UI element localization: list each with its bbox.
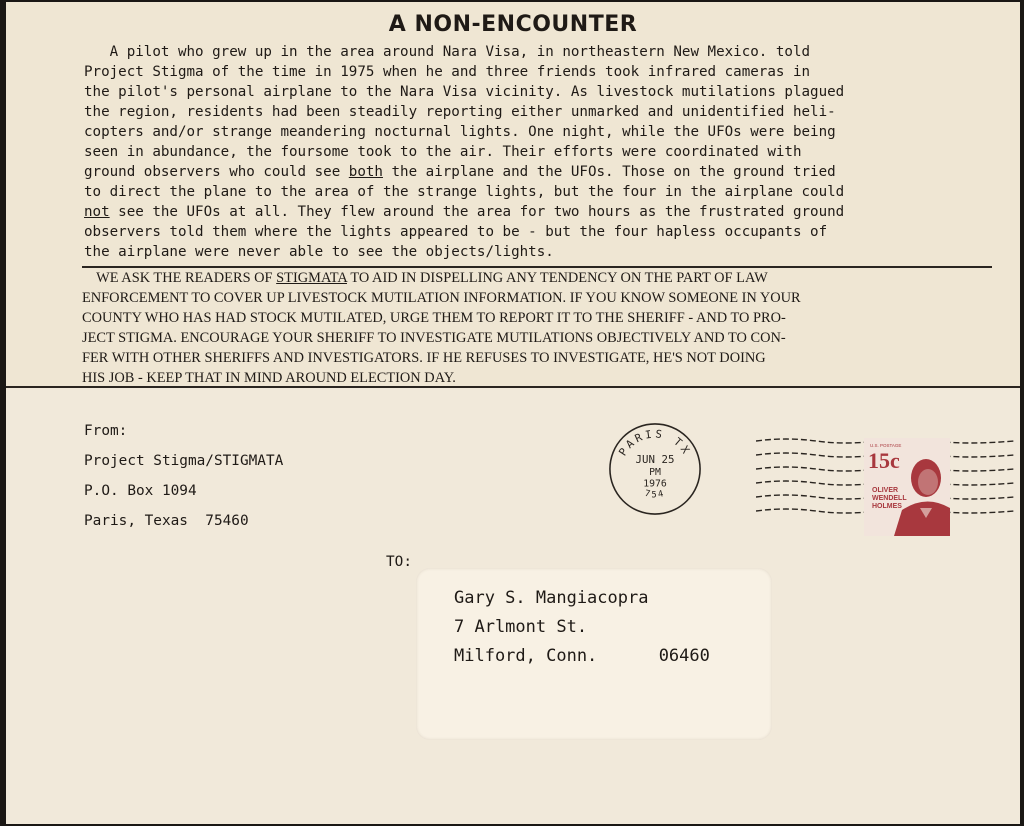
recipient-name: Gary S. Mangiacopra xyxy=(454,588,649,608)
postmark-date: JUN 25 xyxy=(635,453,675,467)
story-line: observers told them where the lights appeared to be - but the four hapless occupants of xyxy=(84,224,828,240)
story-line: A pilot who grew up in the area around Nara Visa, in northeastern New Mexico. told xyxy=(84,44,811,60)
postmark-time: PM xyxy=(649,466,661,478)
mailer-sheet xyxy=(6,2,1020,824)
underlined-word: not xyxy=(84,204,110,220)
notice-line: FER WITH OTHER SHERIFFS AND INVESTIGATORS. IF HE REFUSES TO INVESTIGATE, HE'S NOT DOING xyxy=(82,350,766,366)
return-address xyxy=(84,416,283,536)
recipient-city: Milford, Conn. 06460 xyxy=(454,646,710,666)
postmark-year: 1976 xyxy=(643,478,667,490)
story-line: Project Stigma of the time in 1975 when he and three friends took infrared cameras in xyxy=(84,64,811,80)
story-line: copters and/or strange meandering nocturnal lights. One night, while the UFOs were being xyxy=(84,124,836,140)
story-text xyxy=(84,42,999,262)
recipient-street: 7 Arlmont St. xyxy=(454,617,588,637)
story-line: to direct the plane to the area of the strange lights, but the four in the airplane could xyxy=(84,184,845,200)
notice-line: HIS JOB - KEEP THAT IN MIND AROUND ELECTION DAY. xyxy=(82,370,456,386)
from-city: Paris, Texas 75460 xyxy=(84,513,249,529)
to-label: TO: xyxy=(386,554,412,570)
postmark-zip: 754 xyxy=(643,488,667,501)
stamp-value: 15c xyxy=(868,448,900,473)
stamp-name-3: HOLMES xyxy=(872,503,902,510)
from-box: P.O. Box 1094 xyxy=(84,483,197,499)
notice-line xyxy=(82,268,997,288)
postmark-icon xyxy=(606,420,704,518)
postmark-town: PARIS TX xyxy=(616,427,694,459)
story-line: the airplane were never able to see the objects/lights. xyxy=(84,244,554,260)
stamp-name-2: WENDELL xyxy=(872,495,907,502)
story-text-segment: the airplane and the UFOs. Those on the ground tried xyxy=(382,164,836,180)
from-label: From: xyxy=(84,423,128,439)
story-line: the region, residents had been steadily reporting either unmarked and unidentified heli- xyxy=(84,104,836,120)
story-text-segment: see the UFOs at all. They flew around the area for two hours as the frustrated ground xyxy=(109,204,845,220)
story-line xyxy=(84,162,999,182)
readers-notice xyxy=(82,268,997,388)
postage-stamp-icon xyxy=(864,438,950,536)
story-line: the pilot's personal airplane to the Nara Visa vicinity. As livestock mutilations plagued xyxy=(84,84,845,100)
recipient-address xyxy=(454,584,710,671)
notice-text-segment: WE ASK THE READERS OF xyxy=(82,270,277,286)
notice-text-segment: TO AID IN DISPELLING ANY TENDENCY ON THE PART OF LAW xyxy=(346,270,768,286)
notice-line: COUNTY WHO HAS HAD STOCK MUTILATED, URGE THEM TO REPORT IT TO THE SHERIFF - AND TO PRO- xyxy=(82,310,786,326)
stamp-caption: U.S. POSTAGE xyxy=(870,443,902,448)
underlined-word: STIGMATA xyxy=(276,270,347,286)
story-text-segment: ground observers who could see xyxy=(84,164,349,180)
notice-line: JECT STIGMA. ENCOURAGE YOUR SHERIFF TO INVESTIGATE MUTILATIONS OBJECTIVELY AND TO CON- xyxy=(82,330,786,346)
story-line xyxy=(84,202,999,222)
story-line: seen in abundance, the foursome took to the air. Their efforts were coordinated with xyxy=(84,144,802,160)
from-name: Project Stigma/STIGMATA xyxy=(84,453,284,469)
notice-line: ENFORCEMENT TO COVER UP LIVESTOCK MUTILATION INFORMATION. IF YOU KNOW SOMEONE IN YOUR xyxy=(82,290,801,306)
stamp-name-1: OLIVER xyxy=(872,487,899,494)
svg-text:754 xyxy=(644,489,667,500)
underlined-word: both xyxy=(348,164,383,180)
page-title: A NON-ENCOUNTER xyxy=(388,12,638,37)
